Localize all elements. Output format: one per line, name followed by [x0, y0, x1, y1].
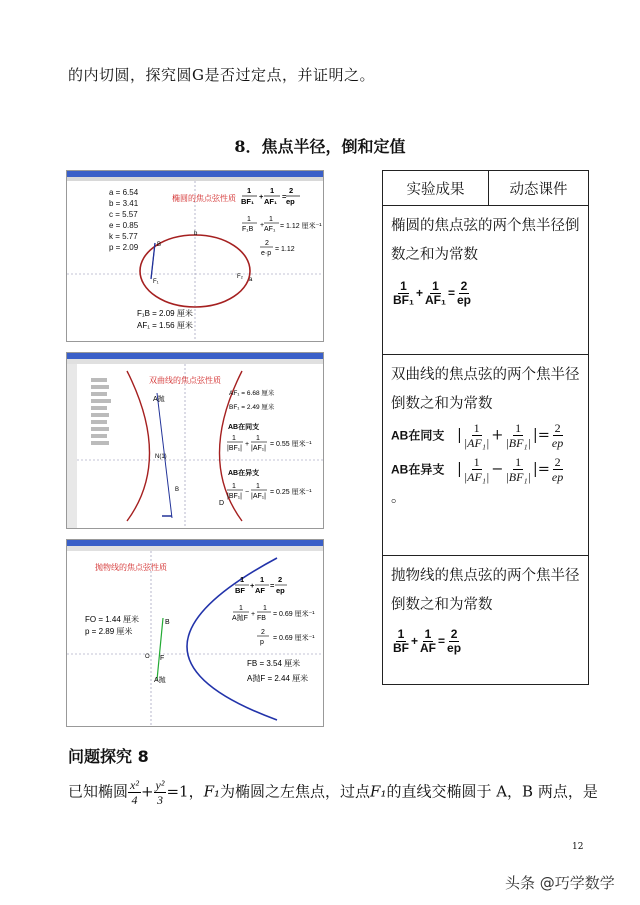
table-row-hyperbola [383, 355, 589, 556]
svg-text:=: = [270, 581, 275, 590]
svg-text:1: 1 [260, 575, 265, 584]
intro-line: 的内切圆，探究圆G是否过定点，并证明之。 [68, 66, 375, 84]
ellipse-param: a = 6.54 [109, 188, 139, 197]
svg-text:1: 1 [269, 216, 273, 223]
results-table [382, 170, 589, 685]
hyperbola-caption: 双曲线的焦点弦性质 [149, 376, 221, 385]
ellipse-param: p = 2.09 [109, 243, 139, 252]
ellipse-val1: = 1.12 厘米⁻¹ [280, 223, 322, 230]
svg-text:AF: AF [255, 586, 265, 595]
ellipse-formula-rhs: 2 [289, 186, 294, 195]
svg-text:B: B [165, 619, 170, 626]
svg-text:2: 2 [265, 240, 269, 247]
ellipse-screenshot [66, 170, 324, 342]
svg-text:AF₁: AF₁ [264, 226, 276, 233]
svg-text:+: + [260, 222, 265, 229]
table-header-courseware: 动态课件 [489, 171, 589, 206]
svg-text:F₁: F₁ [153, 279, 159, 285]
table-row-parabola [383, 556, 589, 685]
svg-text:|AF₁|: |AF₁| [251, 493, 266, 500]
svg-text:F₁B: F₁B [242, 226, 254, 233]
svg-text:1: 1 [263, 605, 267, 612]
parabola-screenshot [66, 539, 324, 727]
svg-text:BF: BF [235, 586, 245, 595]
svg-text:O: O [145, 654, 150, 660]
svg-text:p: p [260, 639, 264, 646]
hyperbola-same-formula: AB在同支 | $\frac{1}{\text{|AF₁|}}$ + $\frac{1}{\text{|BF₁|}}$ |= $\frac{2}{ep}$ [391, 421, 564, 450]
ellipse-meas2: AF₁ = 1.56 厘米 [137, 321, 193, 330]
svg-text:1: 1 [247, 216, 251, 223]
ellipse-meas1: F₁B = 2.09 厘米 [137, 309, 193, 318]
svg-text:F₂: F₂ [237, 274, 243, 280]
svg-text:a: a [249, 277, 253, 283]
svg-text:2: 2 [278, 575, 283, 584]
ellipse-result-formula: $\frac{1}{\text{BF₁}}$ + $\frac{1}{\text{AF₁}}$ = $\frac{2}{ep}$ [393, 279, 471, 308]
svg-text:B: B [157, 242, 162, 248]
svg-text:1: 1 [239, 605, 243, 612]
hyperbola-screenshot [66, 352, 324, 529]
svg-text:+: + [245, 441, 250, 448]
watermark: 头条 @巧学数学 [505, 874, 615, 892]
parabola-val2: = 0.69 厘米⁻¹ [273, 635, 315, 642]
svg-text:1: 1 [256, 483, 260, 490]
section-title: 8．焦点半径，倒和定值 [234, 137, 406, 156]
svg-text:1: 1 [240, 575, 245, 584]
svg-text:+: + [259, 192, 264, 201]
question-text: 已知椭圆 $\frac{\text{x²}}{4}$ + $\frac{\text{y²}}{3}$ =1，F₁为椭圆之左焦点，过点F₁的直线交椭圆于 A，B 两点，是 [68, 778, 598, 807]
table-header-results: 实验成果 [383, 171, 489, 206]
svg-text:A抛: A抛 [154, 677, 166, 684]
svg-text:|BF₁|: |BF₁| [227, 493, 242, 500]
ellipse-formula-den1: BF₁ [241, 197, 255, 206]
hyperbola-diff-formula: AB在异支 | $\frac{1}{\text{|AF₁|}}$ − $\frac{1}{\text{|BF₁|}}$ |= $\frac{2}{ep}$ [391, 454, 564, 484]
parabola-val1: = 0.69 厘米⁻¹ [273, 611, 315, 618]
ellipse-formula-rhs-den: ep [286, 197, 295, 206]
ellipse-param: c = 5.57 [109, 210, 138, 219]
svg-text:e·p: e·p [261, 250, 272, 257]
hyperbola-meas1: AF₁ = 6.68 厘米 [229, 390, 275, 397]
svg-text:N(1): N(1) [155, 454, 167, 460]
svg-text:2: 2 [261, 629, 265, 636]
ellipse-caption: 椭圆的焦点弦性质 [172, 194, 236, 203]
parabola-result-formula: $\frac{1}{BF}$ + $\frac{1}{AF}$ = $\frac{2}{ep}$ [393, 627, 462, 656]
ellipse-param: k = 5.77 [109, 232, 138, 241]
svg-text:+: + [250, 581, 255, 590]
hyperbola-diff-val: = 0.25 厘米⁻¹ [270, 489, 312, 496]
svg-text:D: D [219, 500, 225, 507]
svg-text:|BF₁|: |BF₁| [227, 445, 242, 452]
hyperbola-result-text: 双曲线的焦点弦的两个焦半径倒数之和为常数 [391, 367, 580, 412]
ellipse-formula-num: 1 [247, 186, 252, 195]
svg-text:=: = [282, 192, 287, 201]
hyperbola-same-val: = 0.55 厘米⁻¹ [270, 441, 312, 448]
svg-text:1: 1 [256, 435, 260, 442]
parabola-p: p = 2.89 厘米 [85, 627, 133, 636]
hyperbola-diff: AB在异支 [228, 470, 260, 477]
parabola-af: A抛F = 2.44 厘米 [247, 674, 309, 683]
svg-text:B: B [175, 487, 180, 493]
svg-text:b: b [194, 231, 198, 237]
question-heading: 问题探究 8 [68, 747, 149, 766]
svg-text:FB: FB [257, 615, 266, 622]
ellipse-param: b = 3.41 [109, 199, 139, 208]
svg-text:1: 1 [232, 435, 236, 442]
ellipse-param: e = 0.85 [109, 221, 139, 230]
svg-text:F: F [160, 655, 165, 662]
svg-text:|AF₁|: |AF₁| [251, 445, 266, 452]
svg-text:ep: ep [276, 586, 285, 595]
ellipse-formula-den2: AF₁ [264, 197, 278, 206]
hyperbola-meas2: BF₁ = 2.49 厘米 [229, 404, 275, 411]
parabola-fo: FO = 1.44 厘米 [85, 615, 140, 624]
ellipse-result-text: 椭圆的焦点弦的两个焦半径倒数之和为常数 [391, 218, 580, 263]
hyperbola-same: AB在同支 [228, 424, 260, 431]
page-number: 12 [572, 842, 584, 852]
svg-text:−: − [245, 489, 250, 496]
parabola-caption: 抛物线的焦点弦性质 [95, 563, 167, 572]
parabola-result-text: 抛物线的焦点弦的两个焦半径倒数之和为常数 [391, 568, 580, 613]
ellipse-val2: = 1.12 [275, 246, 295, 253]
parabola-fb: FB = 3.54 厘米 [247, 659, 301, 668]
svg-text:1: 1 [270, 186, 275, 195]
table-row-ellipse [383, 206, 589, 355]
svg-text:+: + [251, 611, 256, 618]
svg-text:A抛F: A抛F [232, 615, 248, 622]
hyperbola-end-mark: 。 [391, 490, 406, 506]
svg-text:A抛: A抛 [153, 396, 165, 403]
svg-text:1: 1 [232, 483, 236, 490]
